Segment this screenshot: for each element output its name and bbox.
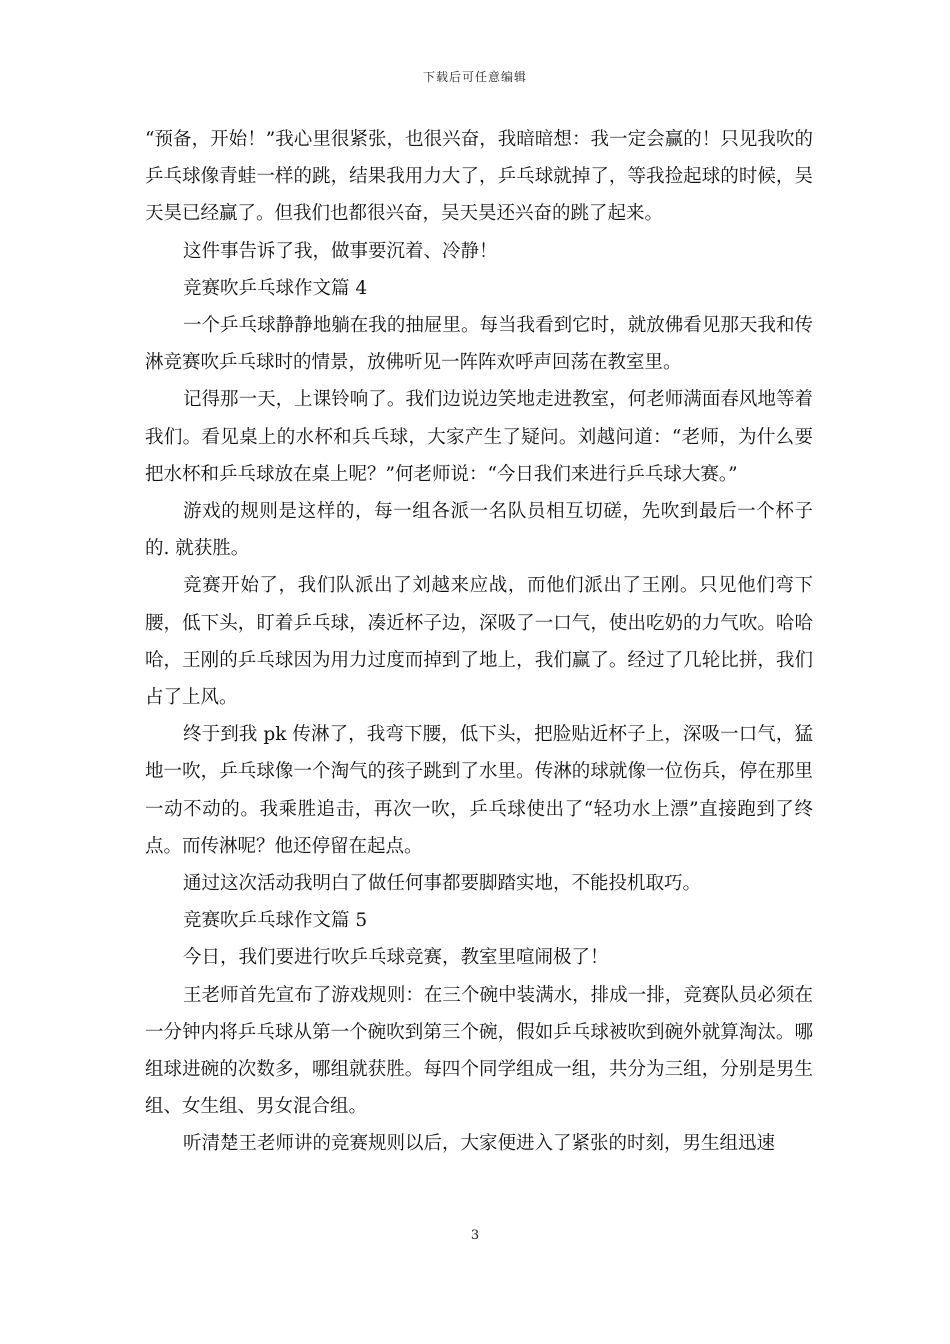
paragraph: 通过这次活动我明白了做任何事都要脚踏实地，不能投机取巧。 [183,873,702,895]
document-body [145,121,813,1163]
page-number: 3 [470,1228,480,1243]
paragraph: “预备，开始！”我心里很紧张，也很兴奋，我暗暗想：我一定会赢的！只见我吹的乒乓球像青蛙一样的跳，结果我用力大了，乒乓球就掉了，等我捡起球的时候，吴天昊已经赢了。但我们也都很兴奋，吴天昊还兴奋的跳了起来。 [145,129,813,225]
section-heading: 竞赛吹乒乓球作文篇 4 [183,277,368,299]
paragraph: 记得那一天，上课铃响了。我们边说边笑地走进教室，何老师满面春风地等着我们。看见桌上的水杯和兵乓球，大家产生了疑问。刘越问道：“老师，为什么要把水杯和乒乓球放在桌上呢？”何老师说：“今日我们来进行乒乓球大赛。” [145,389,813,485]
paragraph: 一个乒乓球静静地躺在我的抽屉里。每当我看到它时，就放佛看见那天我和传淋竞赛吹乒乓球时的情景，放佛听见一阵阵欢呼声回荡在教室里。 [145,315,813,374]
paragraph: 终于到我 pk 传淋了，我弯下腰，低下头，把脸贴近杯子上，深吸一口气，猛地一吹，乒乓球像一个淘气的孩子跳到了水里。传淋的球就像一位伤兵，停在那里一动不动的。我乘胜追击，再次一吹，乒乓球使出了“轻功水上漂”直接跑到了终点。而传淋呢？他还停留在起点。 [145,724,813,857]
paragraph: 今日，我们要进行吹乒乓球竞赛，教室里喧闹极了！ [183,947,609,969]
paragraph: 听清楚王老师讲的竞赛规则以后，大家便进入了紧张的时刻，男生组迅速 [183,1133,776,1155]
paragraph: 王老师首先宣布了游戏规则：在三个碗中装满水，排成一排，竞赛队员必须在一分钟内将乒乓球从第一个碗吹到第三个碗，假如乒乓球被吹到碗外就算淘汰。哪组球进碗的次数多，哪组就获胜。每四个同学组成一组，共分为三组，分别是男生组、女生组、男女混合组。 [145,984,813,1118]
paragraph: 这件事告诉了我，做事要沉着、冷静！ [183,240,498,262]
section-heading: 竞赛吹乒乓球作文篇 5 [183,910,368,932]
paragraph: 游戏的规则是这样的，每一组各派一名队员相互切磋，先吹到最后一个杯子的. 就获胜。 [145,501,813,560]
page-header: 下载后可任意编辑 [422,70,527,84]
paragraph: 竞赛开始了，我们队派出了刘越来应战，而他们派出了王刚。只见他们弯下腰，低下头，盯着乒乓球，凑近杯子边，深吸了一口气，使出吃奶的力气吹。哈哈哈，王刚的乒乓球因为用力过度而掉到了地上，我们赢了。经过了几轮比拼，我们占了上风。 [145,575,813,709]
